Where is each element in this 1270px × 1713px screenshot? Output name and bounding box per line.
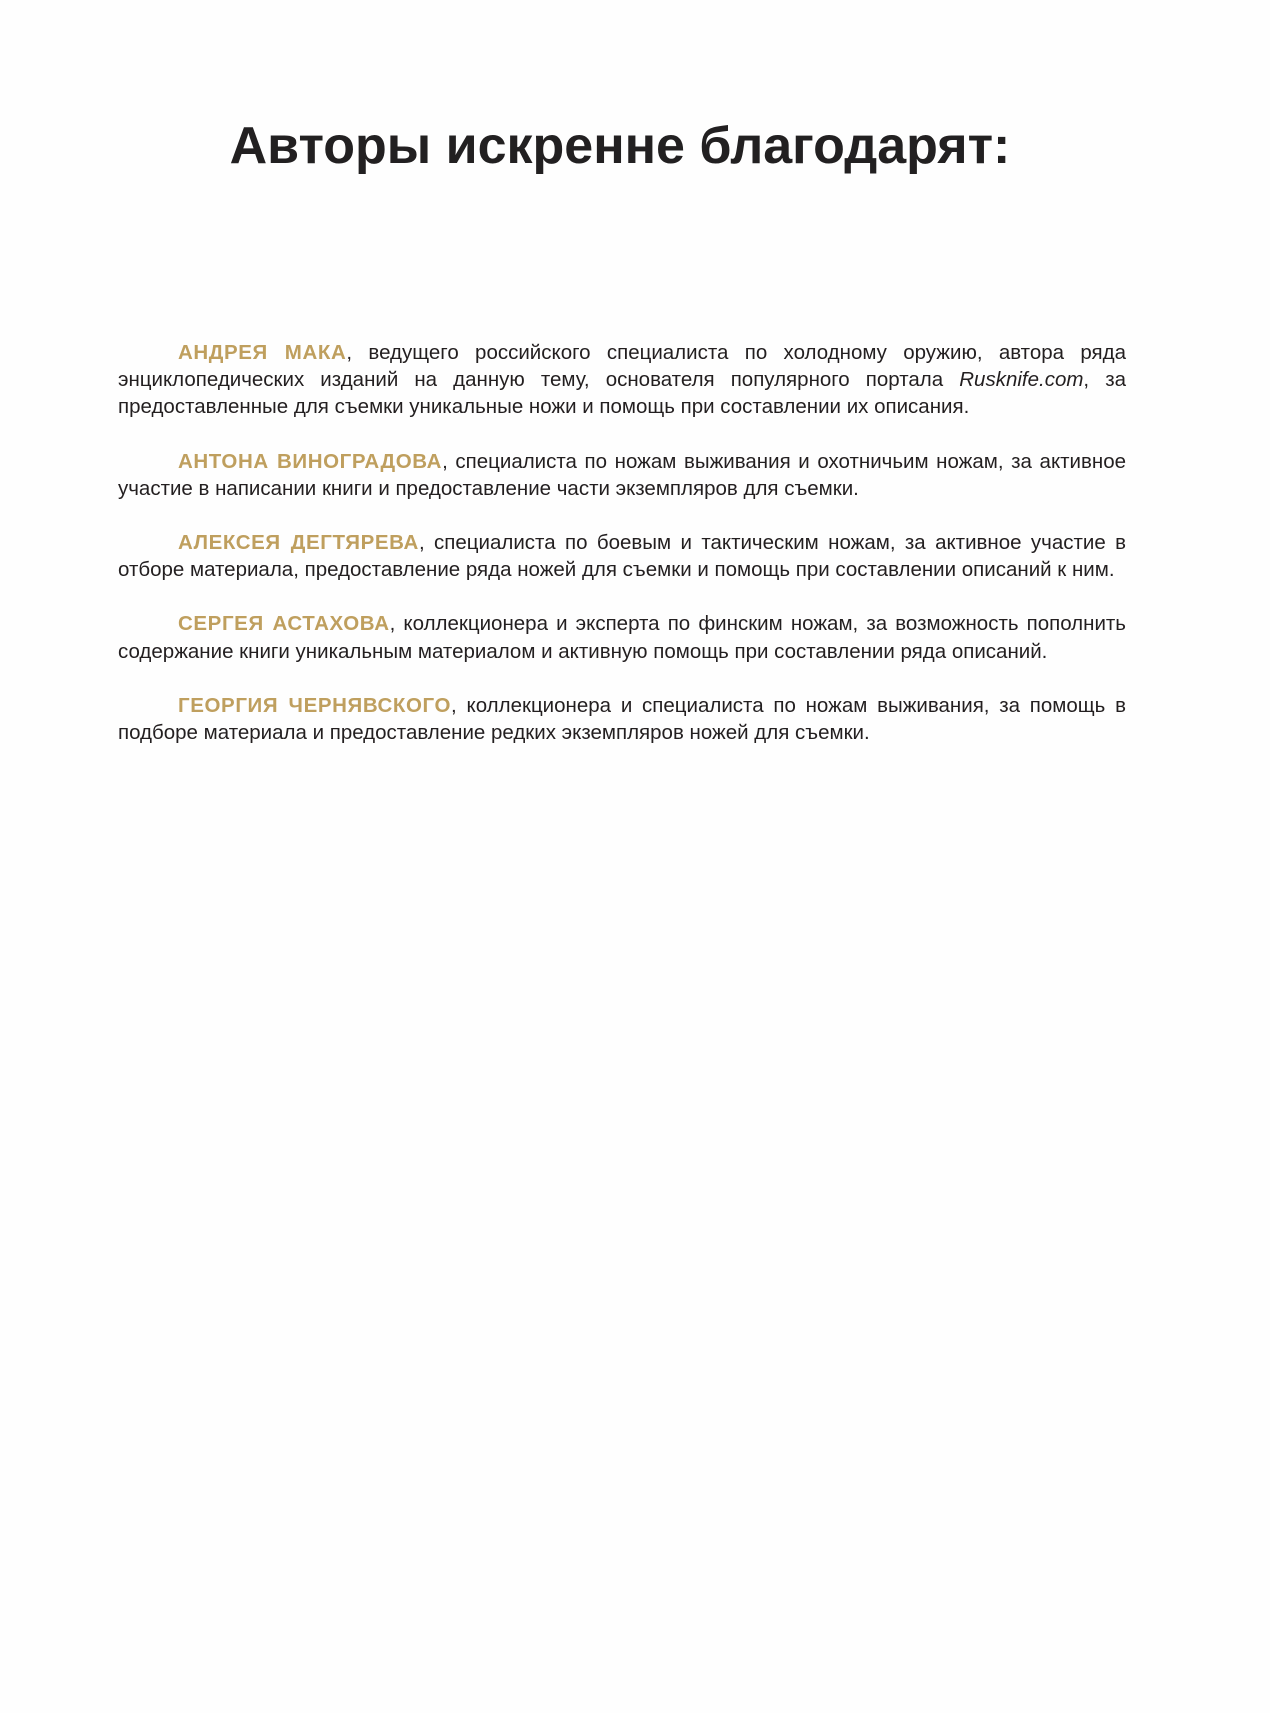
website-name: Rusknife.com [959, 368, 1084, 392]
acknowledgement-text: , коллекционера и специалиста по ножам выживания, за помощь в подборе материала и предоставление редких экземпляров ножей для съемки. [118, 693, 1126, 745]
acknowledgement-text: , ведущего российского специалиста по холодному оружию, автора ряда энциклопедических изданий на данную тему, основателя популярного портала [118, 341, 1126, 392]
person-name: СЕРГЕЯ АСТАХОВА [178, 612, 390, 636]
person-name: АНТОНА ВИНОГРАДОВА [178, 449, 443, 473]
acknowledgement-text: , коллекционера и эксперта по финским ножам, за возможность пополнить содержание книги уникальным материалом и активную помощь при составлении ряда описаний. [118, 612, 1126, 663]
page-title: Авторы искренне благодарят: [229, 117, 1011, 175]
person-name: АНДРЕЯ МАКА [178, 341, 347, 364]
acknowledgement-paragraph [118, 692, 1126, 746]
acknowledgement-paragraph [118, 610, 1126, 664]
acknowledgement-text: , за предоставленные для съемки уникальные ножи и помощь при составлении их описания. [118, 368, 1126, 419]
person-name: ГЕОРГИЯ ЧЕРНЯВСКОГО [178, 693, 452, 717]
acknowledgement-paragraph [118, 448, 1126, 502]
acknowledgement-paragraph [118, 529, 1126, 583]
acknowledgement-paragraph [118, 339, 1126, 421]
acknowledgement-text: , специалиста по боевым и тактическим ножам, за активное участие в отборе материала, предоставление ряда ножей для съемки и помощь при составлении описаний к ним. [118, 531, 1126, 582]
acknowledgement-text: , специалиста по ножам выживания и охотничьим ножам, за активное участие в написании книги и предоставление части экземпляров для съемки. [118, 449, 1127, 500]
acknowledgements-list [118, 339, 1126, 773]
person-name: АЛЕКСЕЯ ДЕГТЯРЕВА [178, 531, 419, 555]
